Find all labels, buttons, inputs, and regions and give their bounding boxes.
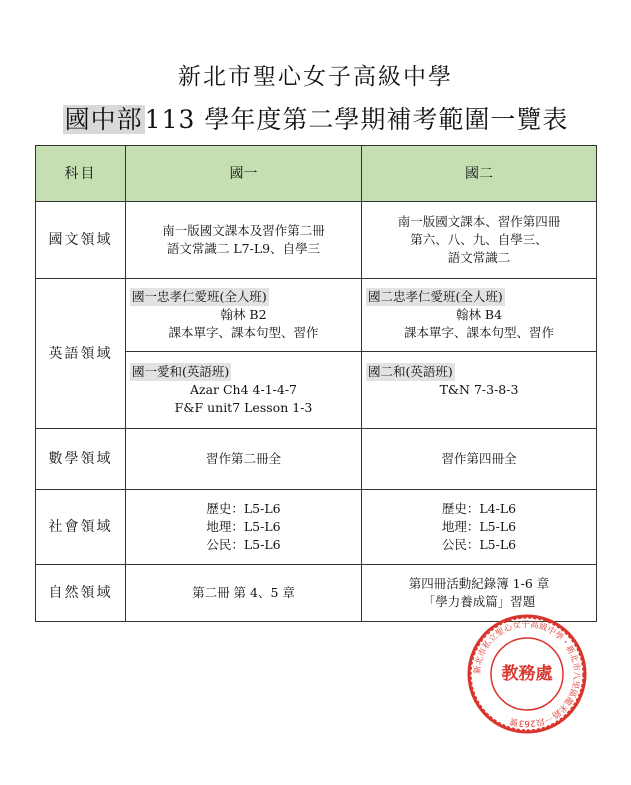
english-grade7-class-a: [126, 279, 362, 352]
text-line: 翰林 B4: [455, 307, 503, 322]
english-grade8-class-b: [362, 352, 597, 429]
class-tag: 國二和(英語班): [368, 364, 453, 379]
chinese-grade8: [362, 202, 597, 279]
class-tag: 國一忠孝仁愛班(全人班): [132, 289, 267, 304]
english-grade7-class-b: [126, 352, 362, 429]
text-line: 第六、八、九、自學三、: [410, 232, 548, 247]
seal-center-text: 教務處: [501, 664, 553, 684]
subject-science: 自然領域: [36, 565, 126, 622]
text-line: 第四冊活動紀錄簿 1-6 章: [408, 576, 550, 591]
row-math: [36, 429, 597, 490]
text-line: 地理：L5-L6: [441, 519, 517, 534]
social-grade7: [126, 490, 362, 565]
text-line: 公民：L5-L6: [206, 537, 281, 552]
text-line: 「學力養成篇」習題: [422, 594, 536, 609]
text-line: 歷史：L4-L6: [441, 501, 517, 516]
row-social: [36, 490, 597, 565]
school-name: 新北市聖心女子高級中學: [178, 64, 453, 90]
table-header-row: [36, 146, 597, 202]
text-line: 課本單字、課本句型、習作: [168, 325, 319, 340]
seal-graphic: [465, 612, 589, 736]
class-tag: 國二忠孝仁愛班(全人班): [368, 289, 503, 304]
header-grade7: 國一: [126, 146, 362, 202]
text-line: 歷史：L5-L6: [206, 501, 281, 516]
english-grade8-class-a: [362, 279, 597, 352]
document-title: [0, 100, 631, 136]
subject-social: 社會領域: [36, 490, 126, 565]
seal-ring-text: 新北市私立聖心女子高級中學・新北市八里區龍米路一段263號: [472, 619, 582, 729]
text-line: F&F unit7 Lesson 1-3: [174, 400, 313, 415]
text-line: 南一版國文課本、習作第四冊: [397, 214, 561, 229]
social-grade8: [362, 490, 597, 565]
subject-chinese: 國文領域: [36, 202, 126, 279]
text-line: T&N 7-3-8-3: [439, 382, 519, 397]
science-grade7: 第二冊 第 4、5 章: [126, 565, 362, 622]
chinese-grade7: [126, 202, 362, 279]
text-line: 翰林 B2: [220, 307, 267, 322]
class-tag: 國一愛和(英語班): [132, 364, 230, 379]
header-grade8: 國二: [362, 146, 597, 202]
text-line: 語文常識二: [447, 250, 511, 265]
text-line: 公民：L5-L6: [441, 537, 517, 552]
header-subject: 科目: [36, 146, 126, 202]
text-line: 南一版國文課本及習作第二冊: [162, 223, 325, 238]
text-line: 地理：L5-L6: [206, 519, 281, 534]
math-grade8: 習作第四冊全: [362, 429, 597, 490]
text-line: 課本單字、課本句型、習作: [403, 325, 554, 340]
row-english-a: [36, 279, 597, 352]
official-seal: [465, 612, 589, 736]
text-line: Azar Ch4 4-1-4-7: [189, 382, 298, 397]
subject-math: 數學領域: [36, 429, 126, 490]
subject-english: 英語領域: [36, 279, 126, 429]
title-text: 113 學年度第二學期補考範圍一覽表: [144, 105, 569, 134]
math-grade7: 習作第二冊全: [126, 429, 362, 490]
department-highlight: 國中部: [64, 105, 143, 134]
row-chinese: [36, 202, 597, 279]
text-line: 語文常識二 L7-L9、自學三: [166, 241, 321, 256]
exam-scope-table: [35, 145, 597, 622]
